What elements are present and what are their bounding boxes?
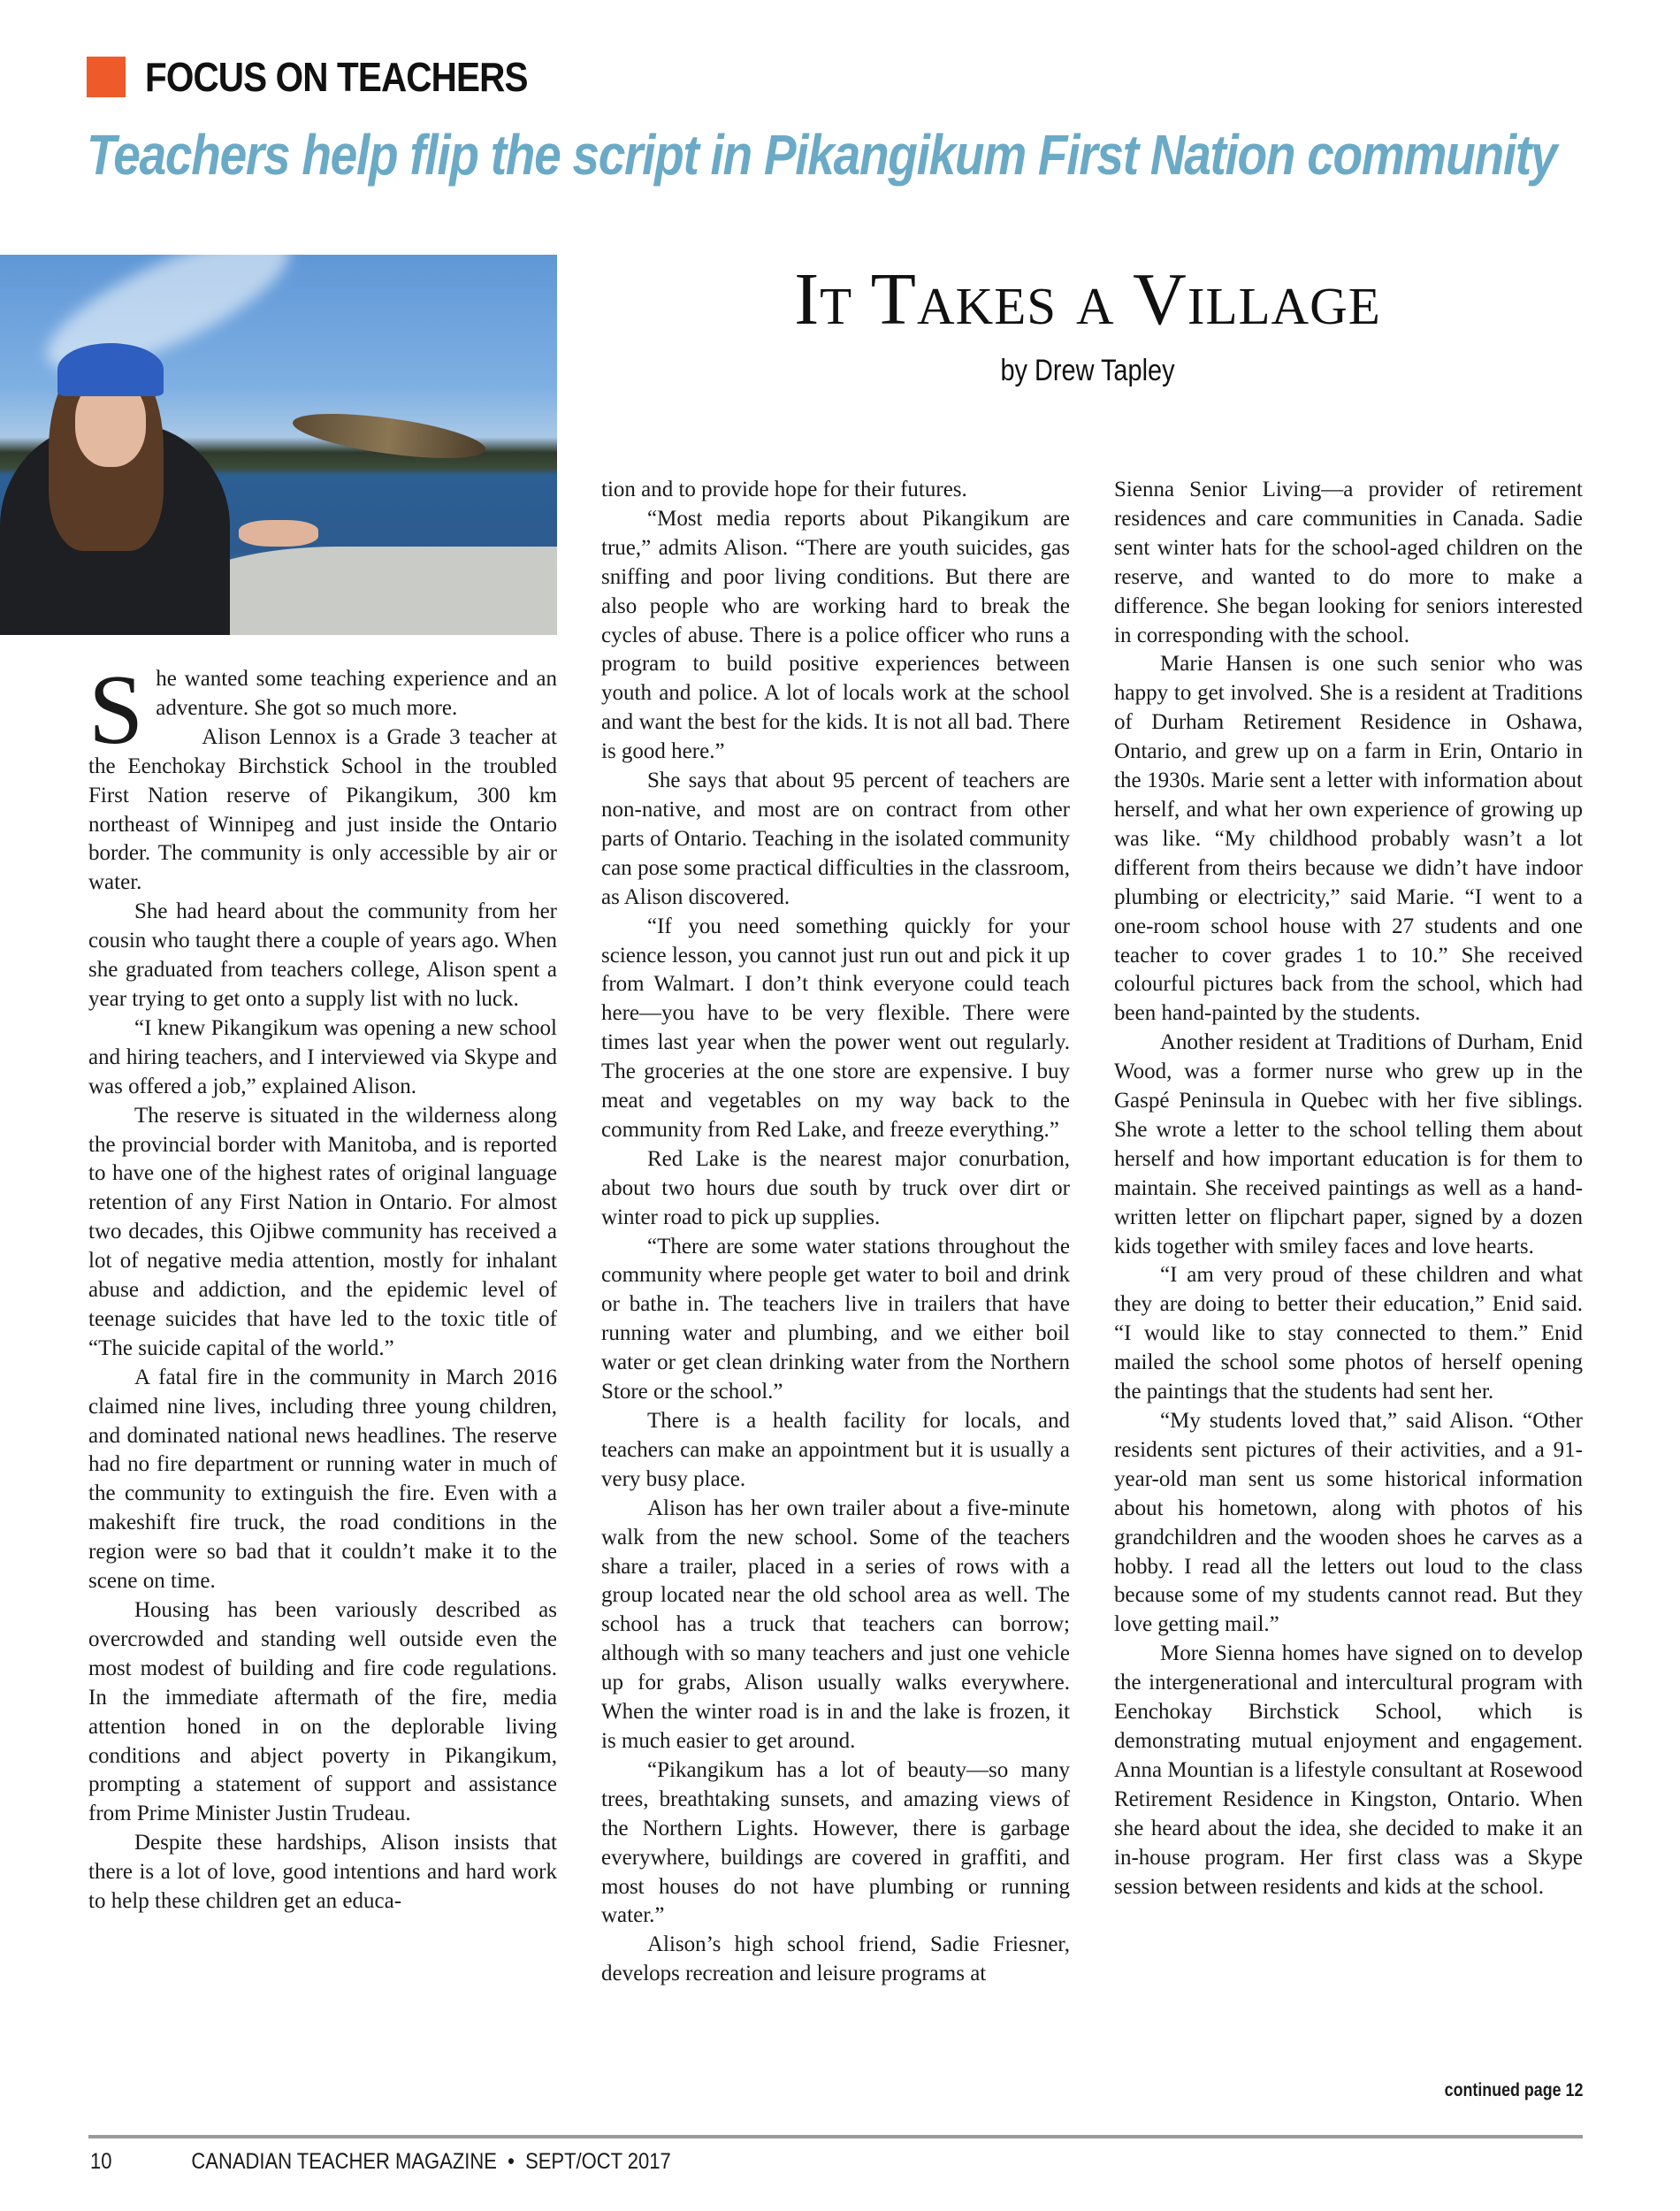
paragraph: “I knew Pikangikum was opening a new school and hiring teachers, and I interviewed via Skype and was offered a job,” explained Alison.: [88, 1015, 557, 1098]
kicker-square-icon: [87, 57, 126, 97]
paragraph: Another resident at Traditions of Durham, Enid Wood, was a former nurse who grew up in the Gaspé Peninsula in Quebec with her five siblings. She wrote a letter to the school telling them about herself and how important education is for them to maintain. She received paintings as well as a hand-written letter on flipchart paper, signed by a dozen kids together with smiley faces and love hearts.: [1114, 1030, 1583, 1259]
page-number: 10: [90, 2149, 112, 2174]
paragraph: Alison has her own trailer about a five-minute walk from the new school. Some of the teachers share a trailer, placed in a series of rows with a group located near the old school area as well. The school has a truck that teachers can borrow; although with so many teachers and just one vehicle up for grabs, Alison usually walks everywhere. When the winter road is in and the lake is frozen, it is much easier to get around.: [601, 1496, 1070, 1753]
paragraph: Alison Lennox is a Grade 3 teacher at the Eenchokay Birchstick School in the troubled First Nation reserve of Pikangikum, 300 km northeast of Winnipeg and just inside the Ontario border. The community is only accessible by air or water.: [88, 724, 557, 895]
paragraph-text: he wanted some teaching experience and an adventure. She got so much more.: [156, 667, 557, 720]
paragraph: “Pikangikum has a lot of beauty—so many trees, breathtaking sunsets, and amazing views of the Northern Lights. However, there is garbage everywhere, buildings are covered in graffiti, and most houses do not have plumbing or running water.”: [601, 1757, 1070, 1928]
paragraph: She had heard about the community from her cousin who taught there a couple of years ago. When she graduated from teachers college, Alison spent a year trying to get onto a supply list with no luck.: [88, 899, 557, 1011]
article-title: It Takes a Village: [794, 258, 1381, 340]
drop-cap: S: [88, 655, 144, 765]
paragraph: “My students loved that,” said Alison. “Other residents sent pictures of their activities, and a 91-year-old man sent us some historical information about his hometown, along with photos of his grandchildren and the wooden shoes he carves as a hobby. I read all the letters out loud to the class because some of my students cannot read. But they love getting mail.”: [1114, 1409, 1583, 1637]
paragraph: She says that about 95 percent of teachers are non-native, and most are on contract from other parts of Ontario. Teaching in the isolated community can pose some practical difficulties in the classroom, as Alison discovered.: [601, 769, 1070, 909]
publication-name: CANADIAN TEACHER MAGAZINE • SEPT/OCT 2017: [191, 2149, 671, 2174]
paragraph: More Sienna homes have signed on to develop the intergenerational and intercultural program with Eenchokay Birchstick School, which is demonstrating mutual enjoyment and engagement. Anna Mountian is a lifestyle consultant at Rosewood Retirement Residence in Kingston, Ontario. When she heard about the idea, she decided to make it an in-house program. Her first class was a Skype session between residents and kids at the school.: [1114, 1641, 1583, 1899]
article-photo: [0, 255, 557, 635]
paragraph: Red Lake is the nearest major conurbation, about two hours due south by truck over dirt or winter road to pick up supplies.: [601, 1146, 1070, 1229]
paragraph: Marie Hansen is one such senior who was happy to get involved. She is a resident at Traditions of Durham Retirement Residence in Oshawa, Ontario, and grew up on a farm in Erin, Ontario in the 1930s. Marie sent a letter with information about herself, and what her own experience of growing up was like. “My childhood probably wasn’t a lot different from theirs because we didn’t have indoor plumbing or electricity,” said Marie. “I went to a one-room school house with 27 students and one teacher to cover grades 1 to 10.” She received colourful pictures back from the school, which had been hand-painted by the students.: [1114, 652, 1583, 1026]
paragraph: “There are some water stations throughout the community where people get water to boil and drink or bathe in. The teachers live in trailers that have running water and plumbing, and we either boil water or get clean drinking water from the Northern Store or the school.”: [601, 1234, 1070, 1404]
column-3: [1114, 476, 1583, 1901]
column-1: [88, 655, 557, 1916]
paragraph: tion and to provide hope for their futures.: [601, 478, 967, 501]
paragraph: Despite these hardships, Alison insists that there is a lot of love, good intentions and hard work to help these children get an educa-: [88, 1831, 557, 1914]
paragraph: “If you need something quickly for your science lesson, you cannot just run out and pick it up from Walmart. I don’t think everyone could teach here—you have to be very flexible. There were times last year when the power went out regularly. The groceries at the one store are expensive. I buy meat and vegetables on my way back to the community from Red Lake, and freeze everything.”: [601, 914, 1070, 1142]
paragraph: Housing has been variously described as overcrowded and standing well outside even the most modest of building and fire code regulations. In the immediate aftermath of the fire, media attention honed in on the deplorable living conditions and abject poverty in Pikangikum, prompting a statement of support and assistance from Prime Minister Justin Trudeau.: [88, 1598, 557, 1826]
paragraph: A fatal fire in the community in March 2016 claimed nine lives, including three young children, and dominated national news headlines. The reserve had no fire department or running water in much of the community to extinguish the fire. Even with a makeshift fire truck, the road conditions in the region were so bad that it couldn’t make it to the scene on time.: [88, 1365, 557, 1594]
paragraph: [88, 655, 557, 765]
headline: Teachers help flip the script in Pikangikum First Nation community: [87, 123, 1557, 187]
paragraph: “I am very proud of these children and what they are doing to better their education,” Enid said. “I would like to stay connected to them.” Enid mailed the school some photos of herself opening the paintings that the students had sent her.: [1114, 1263, 1583, 1404]
page-footer: [90, 2149, 671, 2175]
paragraph: There is a health facility for locals, and teachers can make an appointment but it is usually a very busy place.: [601, 1409, 1070, 1491]
byline: by Drew Tapley: [1000, 354, 1175, 387]
paragraph: The reserve is situated in the wilderness along the provincial border with Manitoba, and is reported to have one of the highest rates of original language retention of any First Nation in Ontario. For almost two decades, this Ojibwe community has received a lot of negative media attention, mostly for inhalant abuse and addiction, and the epidemic level of teenage suicides that have led to the toxic title of “The suicide capital of the world.”: [88, 1103, 557, 1360]
paragraph: “Most media reports about Pikangikum are true,” admits Alison. “There are youth suicides, gas sniffing and poor living conditions. But there are also people who are working hard to break the cycles of abuse. There is a police officer who runs a program to build positive experiences between youth and police. A lot of locals work at the school and want the best for the kids. It is not all bad. There is good here.”: [601, 506, 1070, 764]
footer-divider: [88, 2135, 1583, 2138]
paragraph: Sienna Senior Living—a provider of retirement residences and care communities in Canada. Sadie sent winter hats for the school-aged children on the reserve, and wanted to do more to make a difference. She began looking for seniors interested in corresponding with the school.: [1114, 478, 1583, 647]
section-kicker: [87, 53, 580, 101]
kicker-label: FOCUS ON TEACHERS: [145, 54, 528, 100]
column-2: [601, 476, 1070, 1989]
paragraph: Alison’s high school friend, Sadie Friesner, develops recreation and leisure programs at: [601, 1932, 1070, 1986]
continued-note: continued page 12: [1444, 2080, 1583, 2100]
